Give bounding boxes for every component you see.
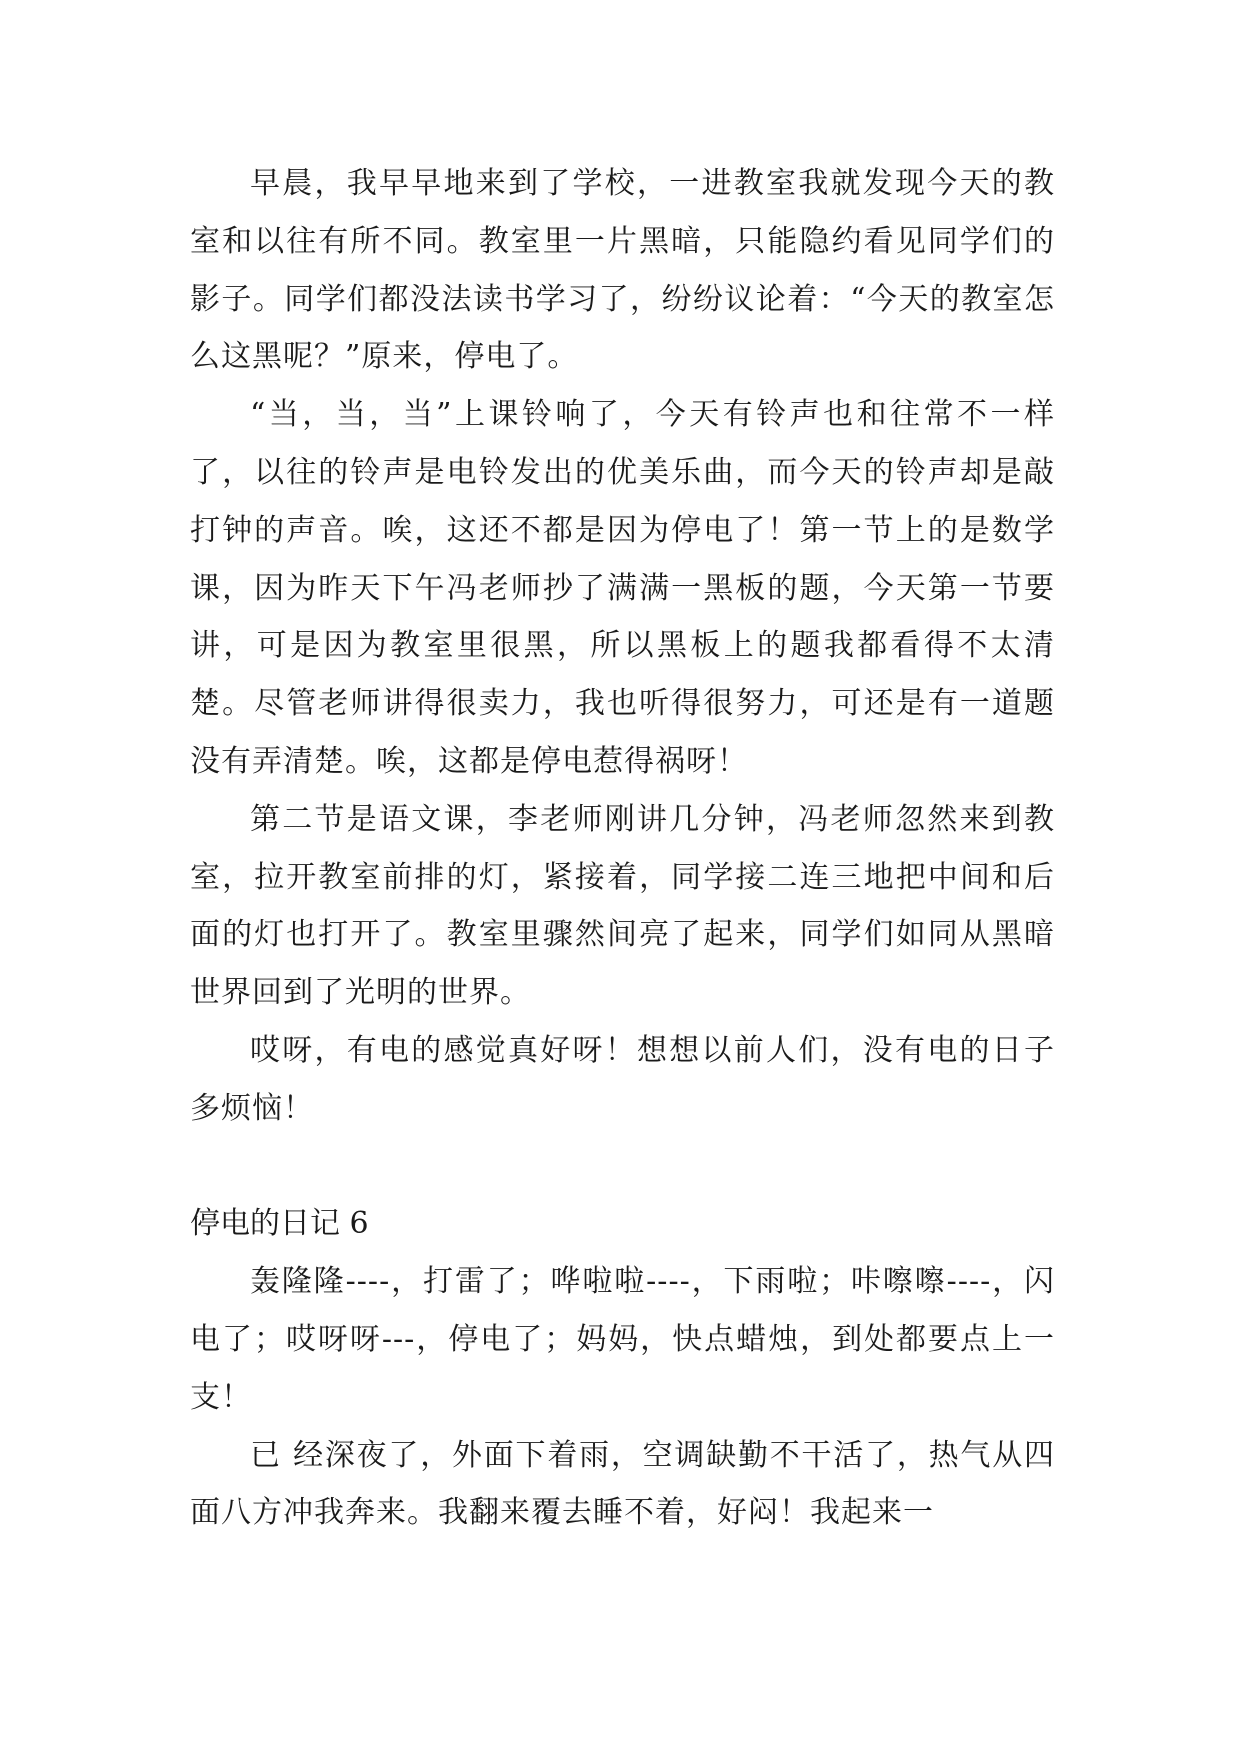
body-paragraph: 早晨，我早早地来到了学校，一进教室我就发现今天的教室和以往有所不同。教室里一片黑暗，只能隐约看见同学们的影子。同学们都没法读书学习了，纷纷议论着：“今天的教室怎么这黑呢？”原来，停电了。 bbox=[190, 166, 1055, 375]
document-page bbox=[190, 155, 1055, 1542]
blank-line bbox=[190, 1138, 1055, 1196]
body-paragraph: 轰隆隆----，打雷了；哗啦啦----，下雨啦；咔嚓嚓----，闪电了；哎呀呀---，停电了；妈妈，快点蜡烛，到处都要点上一支！ bbox=[190, 1264, 1055, 1415]
body-paragraph: 已 经深夜了，外面下着雨，空调缺勤不干活了，热气从四面八方冲我奔来。我翻来覆去睡不着，好闷！我起来一 bbox=[190, 1437, 1055, 1531]
body-paragraph: 哎呀，有电的感觉真好呀！想想以前人们，没有电的日子多烦恼！ bbox=[190, 1032, 1055, 1126]
section-heading: 停电的日记 6 bbox=[190, 1206, 369, 1242]
body-paragraph: “当，当，当”上课铃响了，今天有铃声也和往常不一样了，以往的铃声是电铃发出的优美乐曲，而今天的铃声却是敲打钟的声音。唉，这还不都是因为停电了！第一节上的是数学课，因为昨天下午冯老师抄了满满一黑板的题，今天第一节要讲，可是因为教室里很黑，所以黑板上的题我都看得不太清楚。尽管老师讲得很卖力，我也听得很努力，可还是有一道题没有弄清楚。唉，这都是停电惹得祸呀！ bbox=[190, 397, 1055, 779]
body-paragraph: 第二节是语文课，李老师刚讲几分钟，冯老师忽然来到教室，拉开教室前排的灯，紧接着，同学接二连三地把中间和后面的灯也打开了。教室里骤然间亮了起来，同学们如同从黑暗世界回到了光明的世界。 bbox=[190, 801, 1055, 1011]
